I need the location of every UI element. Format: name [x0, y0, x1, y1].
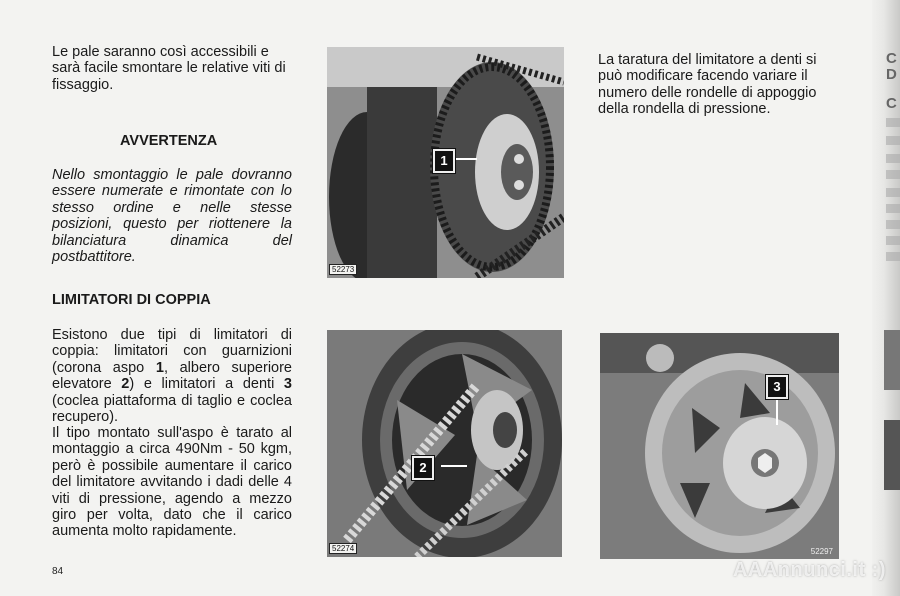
fragment: C: [886, 50, 897, 67]
warning-paragraph: Nello smontaggio le pale dovranno essere numerate e rimontate con lo stesso ordine e nelle stesse posizioni, questo per riottenere la bilanciatura dinamica del postbattitore.: [52, 167, 292, 266]
photo-elevator-limiter: [327, 330, 562, 557]
body-paragraph-2: Il tipo montato sull'aspo è tarato al montaggio a circa 490Nm - 50 kgm, però è possibile aumentare il carico del limitatore avvitando i dadi delle 4 viti di pressione, agendo a mezzo giro per volta, dato che il carico aumenta molto rapidamente.: [52, 425, 292, 540]
next-page-edge: [872, 0, 900, 596]
warning-heading: AVVERTENZA: [120, 133, 218, 149]
right-paragraph: La taratura del limitatore a denti si può modificare facendo variare il numero delle rondelle di appoggio della rondella di pressione.: [598, 52, 817, 118]
section-heading: LIMITATORI DI COPPIA: [52, 292, 211, 308]
fragment: C: [886, 95, 897, 112]
page-number: 84: [52, 566, 64, 577]
fragment: D: [886, 66, 897, 83]
figure-code: 52274: [329, 543, 357, 554]
callout-2: 2: [412, 456, 434, 480]
callout-3: 3: [766, 375, 788, 399]
photo-tooth-limiter: [600, 333, 839, 559]
intro-paragraph: Le pale saranno così accessibili e sarà facile smontare le relative viti di fissaggio.: [52, 44, 286, 93]
figure-code: 52297: [810, 547, 833, 556]
photo-reel-limiter: [327, 47, 564, 278]
watermark: AAAnnunci.it :): [732, 559, 886, 581]
callout-1: 1: [433, 149, 455, 173]
figure-code: 52273: [329, 264, 357, 275]
body-paragraph-1: Esistono due tipi di limitatori di coppia: limitatori con guarnizioni (corona aspo 1, albero superiore elevatore 2) e limitatori a denti 3 (coclea piattaforma di taglio e coclea recupero).: [52, 327, 292, 426]
